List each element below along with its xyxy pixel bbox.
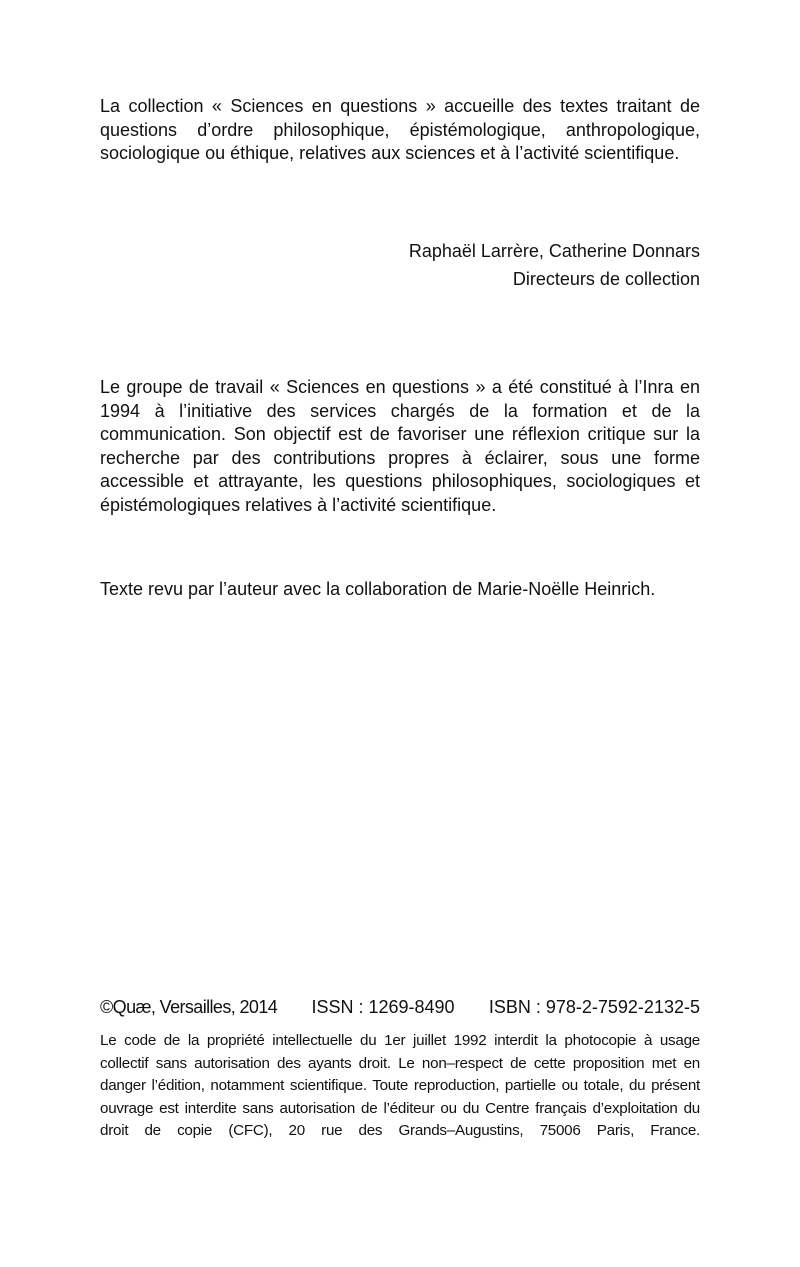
isbn-number: ISBN : 978-2-7592-2132-5: [488, 997, 700, 1017]
series-editors-names: Raphaël Larrère, Catherine Donnars: [408, 241, 700, 261]
legal-notice: Le code de la propriété intellectuelle du 1er juillet 1992 interdit la photocopie à usage collectif sans autorisation des ayants droit. Le non–respect de cette proposition met en danger l’édition, notamment scientifique. Toute reproduction, partielle ou totale, du présent ouvrage est interdite sans autorisation de l’éditeur ou du Centre français d’exploitation du droit de copie (CFC), 20 rue des Grands–Augustins, 75006 Paris, France.: [100, 1032, 700, 1139]
series-editors-role: Directeurs de collection: [512, 269, 700, 289]
collection-description: La collection « Sciences en questions » accueille des textes traitant de questions d’ordre philosophique, épistémologique, anthropologique, sociologique ou éthique, relatives aux sciences et à l’activité scientifique.: [100, 96, 700, 163]
imprint-line: [100, 995, 700, 1019]
copyright-page: [100, 0, 700, 1267]
copyright-notice: ©Quæ, Versailles, 2014: [100, 997, 278, 1017]
revision-note: Texte revu par l’auteur avec la collaboration de Marie-Noëlle Heinrich.: [100, 579, 656, 599]
working-group-description: Le groupe de travail « Sciences en questions » a été constitué à l’Inra en 1994 à l’initiative des services chargés de la formation et de la communication. Son objectif est de favoriser une réflexion critique sur la recherche par des contributions propres à éclairer, sous une forme accessible et attrayante, les questions philosophiques, sociologiques et épistémologiques relatives à l’activité scientifique.: [100, 377, 700, 515]
issn-number: ISSN : 1269-8490: [311, 997, 455, 1017]
